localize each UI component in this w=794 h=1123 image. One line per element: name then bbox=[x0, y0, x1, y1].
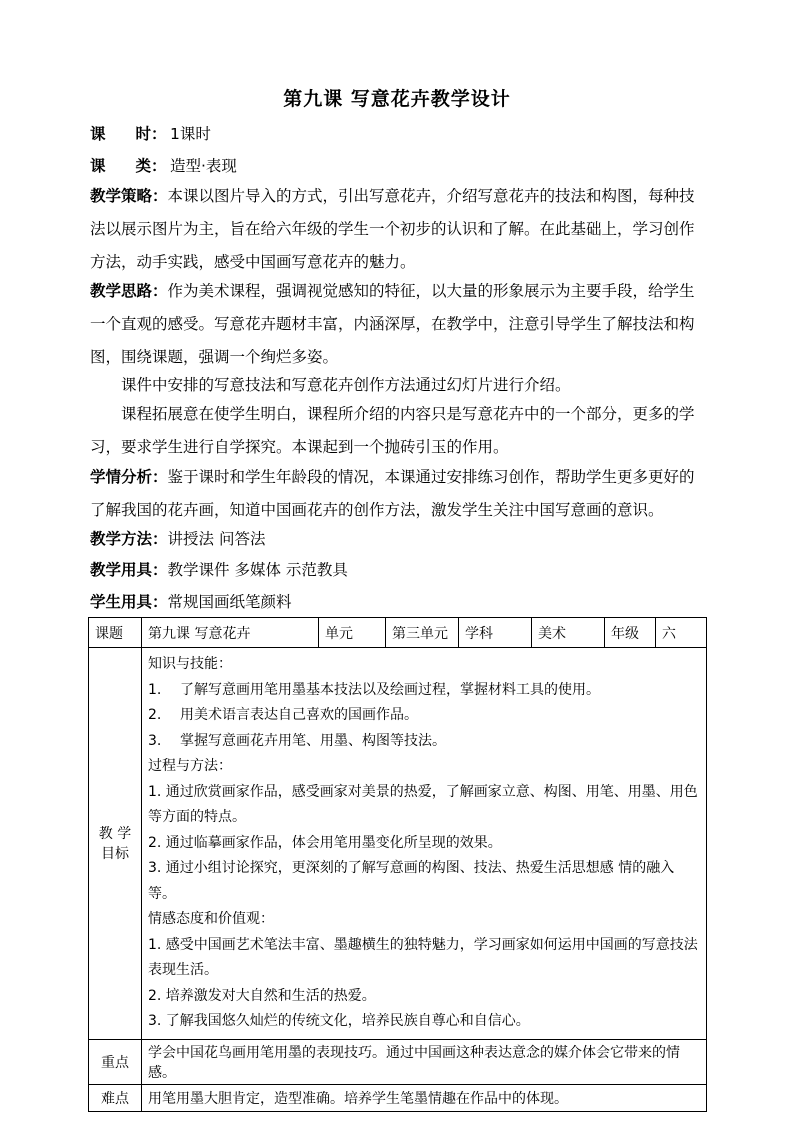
student-tools-text: 常规国画纸笔颜料 bbox=[167, 593, 292, 611]
lesson-period-line bbox=[90, 118, 708, 151]
goal-item: 2. 通过临摹画家作品，体会用笔用墨变化所呈现的效果。 bbox=[148, 834, 502, 851]
courseware-paragraph: 课件中安排的写意技法和写意花卉创作方法通过幻灯片进行介绍。 bbox=[121, 376, 571, 394]
goal-item: 2. 用美术语言表达自己喜欢的国画作品。 bbox=[148, 707, 418, 723]
type-label: 课 类： bbox=[90, 157, 167, 175]
key-label-cell: 重点 bbox=[89, 1039, 142, 1084]
topic-value-cell: 第九课 写意花卉 bbox=[142, 618, 319, 648]
thinking-label: 教学思路： bbox=[90, 282, 168, 300]
method-label: 教学方法： bbox=[90, 530, 168, 548]
goals-label-cell: 教 学 目标 bbox=[89, 648, 142, 1040]
student-tools bbox=[90, 586, 708, 619]
page-title: 第九课 写意花卉教学设计 bbox=[283, 88, 511, 110]
lesson-type-line bbox=[90, 150, 708, 183]
period-value: 1课时 bbox=[170, 125, 211, 143]
goal-item: 3. 掌握写意画花卉用笔、用墨、构图等技法。 bbox=[148, 732, 446, 749]
teaching-thinking bbox=[90, 275, 708, 374]
table-header-row bbox=[89, 618, 707, 648]
difficulty-text-cell: 用笔用墨大胆肯定，造型准确。培养学生笔墨情趣在作品中的体现。 bbox=[142, 1084, 707, 1111]
type-value: 造型·表现 bbox=[170, 157, 237, 175]
goal-item: 3. 了解我国悠久灿烂的传统文化，培养民族自尊心和自信心。 bbox=[148, 1013, 530, 1029]
goals-section-process-title: 过程与方法： bbox=[148, 758, 232, 774]
goal-item: 1. 通过欣赏画家作品，感受画家对美景的热爱，了解画家立意、构图、用笔、用墨、用色等方面的特点。 bbox=[148, 783, 698, 825]
student-tools-label: 学生用具： bbox=[90, 593, 168, 611]
method-text: 讲授法 问答法 bbox=[167, 530, 266, 548]
goals-row bbox=[89, 648, 707, 1040]
tools-text: 教学课件 多媒体 示范教具 bbox=[167, 561, 348, 579]
tools-label: 教学用具： bbox=[90, 561, 168, 579]
teaching-tools bbox=[90, 554, 708, 587]
subject-value-cell: 美术 bbox=[532, 618, 605, 648]
unit-value-cell: 第三单元 bbox=[386, 618, 459, 648]
key-point-row bbox=[89, 1039, 707, 1084]
lesson-info-table bbox=[88, 617, 707, 1112]
goals-section-knowledge-title: 知识与技能： bbox=[148, 656, 232, 672]
strategy-label: 教学策略： bbox=[90, 187, 168, 205]
goals-content-cell bbox=[142, 648, 707, 1040]
grade-value-cell: 六 bbox=[656, 618, 707, 648]
goal-item: 2. 培养激发对大自然和生活的热爱。 bbox=[148, 987, 376, 1004]
topic-label-cell: 课题 bbox=[89, 618, 142, 648]
thinking-text: 作为美术课程，强调视觉感知的特征，以大量的形象展示为主要手段，给学生一个直观的感受。写意花卉题材丰富，内涵深厚，在教学中，注意引导学生了解技法和构图，围绕课题，强调一个绚烂多姿。 bbox=[90, 282, 695, 366]
grade-label-cell: 年级 bbox=[605, 618, 656, 648]
difficulty-row bbox=[89, 1084, 707, 1111]
teaching-strategy bbox=[90, 180, 708, 279]
key-text-cell: 学会中国花鸟画用笔用墨的表现技巧。通过中国画这种表达意念的媒介体会它带来的情感。 bbox=[142, 1039, 707, 1084]
difficulty-label-cell: 难点 bbox=[89, 1084, 142, 1111]
subject-label-cell: 学科 bbox=[459, 618, 532, 648]
teaching-method bbox=[90, 523, 708, 556]
period-label: 课 时： bbox=[90, 125, 167, 143]
learner-analysis bbox=[90, 461, 708, 527]
strategy-text: 本课以图片导入的方式，引出写意花卉，介绍写意花卉的技法和构图，每种技法以展示图片为主，旨在给六年级的学生一个初步的认识和了解。在此基础上，学习创作方法，动手实践，感受中国画写意花卉的魅力。 bbox=[90, 187, 695, 271]
goal-item: 3. 通过小组讨论探究，更深刻的了解写意画的构图、技法、热爱生活思想感 情的融入等。 bbox=[148, 860, 675, 902]
extension-paragraph: 课程拓展意在使学生明白，课程所介绍的内容只是写意花卉中的一个部分，更多的学习，要求学生进行自学探究。本课起到一个抛砖引玉的作用。 bbox=[90, 405, 695, 456]
analysis-text: 鉴于课时和学生年龄段的情况，本课通过安排练习创作，帮助学生更多更好的了解我国的花卉画，知道中国画花卉的创作方法，激发学生关注中国写意画的意识。 bbox=[90, 468, 695, 519]
goals-section-attitude-title: 情感态度和价值观： bbox=[148, 911, 274, 927]
analysis-label: 学情分析： bbox=[90, 468, 168, 486]
goal-item: 1. 了解写意画用笔用墨基本技法以及绘画过程，掌握材料工具的使用。 bbox=[148, 681, 600, 698]
unit-label-cell: 单元 bbox=[319, 618, 386, 648]
goal-item: 1. 感受中国画艺术笔法丰富、墨趣横生的独特魅力，学习画家如何运用中国画的写意技法表现生活。 bbox=[148, 936, 698, 978]
